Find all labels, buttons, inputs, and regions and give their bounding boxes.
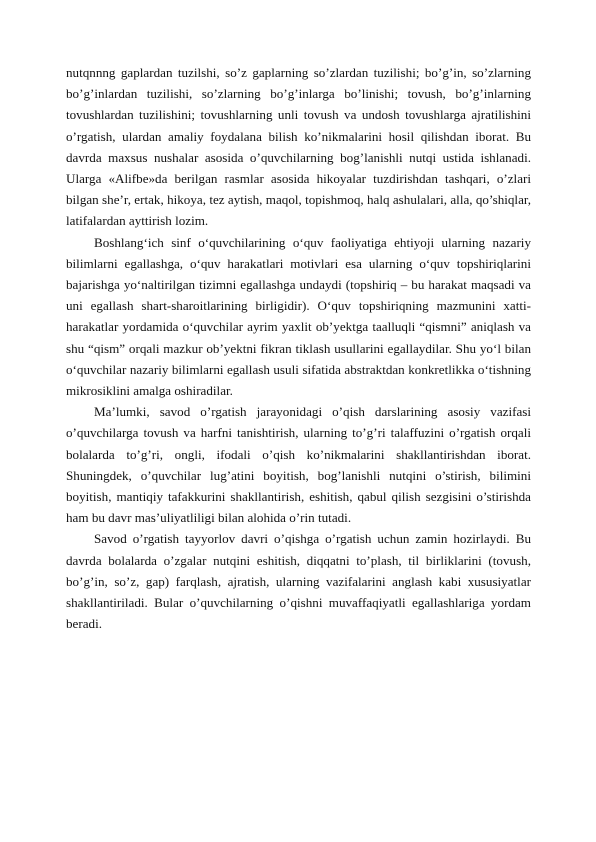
paragraph-learning-activity: Boshlang‘ich sinf o‘quvchilarining o‘quv faoliyatiga ehtiyoji ularning nazariy bilimlarni egallashga, o‘quv harakatlari motivlari esa ularning o‘quv topshiriqlarini bajarishga yo‘naltirilgan tizimni egallashga undaydi (topshiriq – bu harakat maqsadi va uni egallash shart-sharoitlarining birligidir). O‘quv topshiriqning mazmunini xatti- harakatlar yordamida o‘quvchilar ayrim yaxlit ob’yektga taalluqli “qismni” aniqlash va shu “qism” orqali mazkur ob’yektni fikran tiklash usullarini egallaydilar. Shu yo‘l bilan o‘quvchilar nazariy bilimlarni egallash usuli sifatida abstraktdan konkretlikka o‘tishning mikrosiklini amalga oshiradilar. <box>66 234 531 399</box>
paragraph-reading-lessons: Ma’lumki, savod o’rgatish jarayonidagi o’qish darslarining asosiy vazifasi o’quvchilarga tovush va harfni tanishtirish, ularning to’g’ri talaffuzini o’rgatish orqali bolalarda to’g’ri, ongli, ifodali o’qish ko’nikmalarini shakllantirishdan iborat. Shuningdek, o’quvchilar lug’atini boyitish, bog’lanishli nutqini o’stirish, bilimini boyitish, mantiqiy tafakkurini shakllantirish, eshitish, qabul qilish sezgisini o’stirishda ham bu davr mas’uliyatliligi bilan alohida o’rin tutadi. <box>66 404 531 526</box>
paragraph-preparatory-period: Savod o’rgatish tayyorlov davri o’qishga o’rgatish uchun zamin hozirlaydi. Bu davrda bolalarda o’zgalar nutqini eshitish, diqqatni to’plash, til birliklarini (tovush, bo’g’in, so’z, gap) farqlash, ajratish, ularning vazifalarini anglash kabi xususiyatlar shakllantiriladi. Bular o’quvchilarning o’qishni muvaffaqiyatli egallashlariga yordam beradi. <box>66 531 531 632</box>
paragraph-continuation: nutqnnng gaplardan tuzilshi, so’z gaplarning so’zlardan tuzilishi; bo’g’in, so’zlarning bo’g’inlardan tuzilishi, so’zlarning bo’g’inlarga bo’linishi; tovush, bo’g’inlarning tovushlardan tuzilishini; tovushlarning unli tovush va undosh tovushlarga ajratilishini o’rgatish, ulardan amaliy foydalana bilish ko’nikmalarini hosil qilishdan iborat. Bu davrda maxsus nushalar asosida o’quvchilarning bog’lanishli nutqi ustida ishlanadi. Ularga «Alifbe»da berilgan rasmlar asosida hikoyalar tuzdirishdan tashqari, o’zlari bilgan she’r, ertak, hikoya, tez aytish, maqol, topishmoq, halq ashulalari, alla, qo’shiqlar, latifalardan ayttirish lozim. <box>66 65 531 229</box>
document-page <box>66 62 531 634</box>
